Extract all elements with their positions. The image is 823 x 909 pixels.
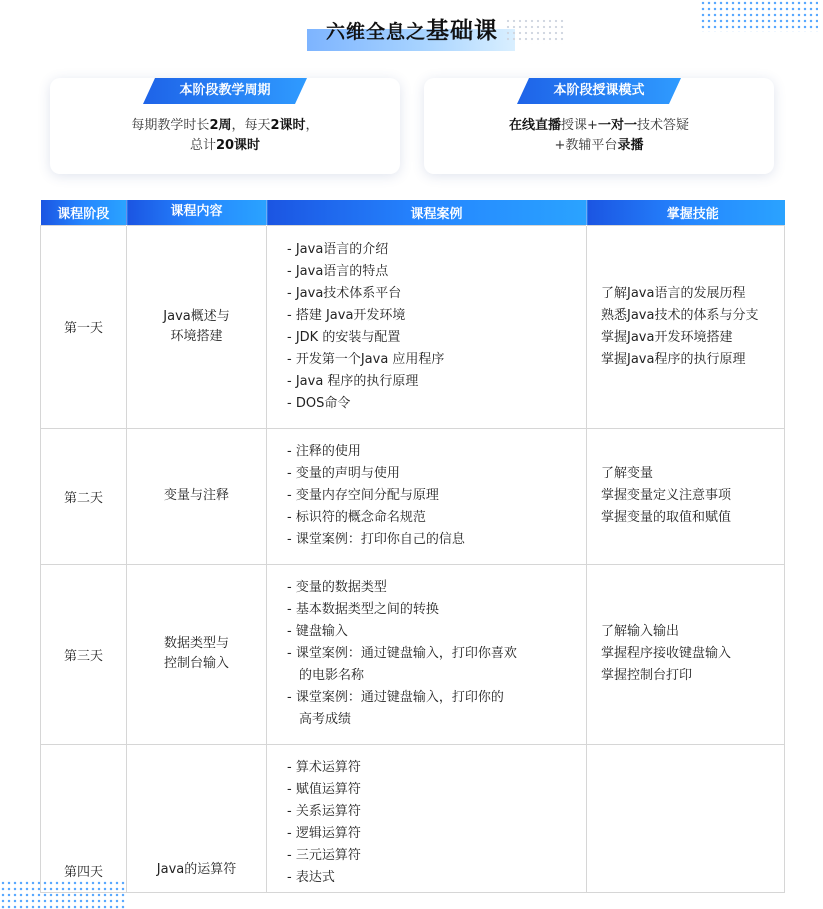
case-item: - 注释的使用 — [287, 444, 361, 459]
cases-cell — [267, 564, 587, 744]
table-row — [41, 744, 785, 892]
case-item: - 课堂案例：通过键盘输入，打印你的 — [287, 690, 504, 705]
skill-item: 掌握程序接收键盘输入 — [601, 646, 732, 661]
skill-item: 掌握Java程序的执行原理 — [601, 351, 746, 367]
cases-cell — [267, 744, 587, 892]
case-item: - 变量内存空间分配与原理 — [287, 488, 439, 503]
skill-item: 掌握Java开发环境搭建 — [601, 329, 733, 345]
teaching-mode-card — [424, 78, 774, 174]
case-item-continuation: 高考成绩 — [299, 712, 352, 727]
skill-item: 掌握控制台打印 — [601, 668, 693, 683]
case-item: - 课堂案例：打印你自己的信息 — [287, 532, 465, 547]
card-badge — [517, 78, 681, 104]
case-item: - Java语言的介绍 — [287, 241, 389, 257]
skill-item: 了解输入输出 — [601, 624, 680, 639]
case-item: - JDK 的安装与配置 — [287, 329, 401, 345]
case-item: - 基本数据类型之间的转换 — [287, 602, 439, 617]
card-text: 每期教学时长2周，每天2课时， 总计20课时 — [131, 118, 319, 153]
skill-item: 掌握变量定义注意事项 — [601, 488, 732, 503]
skill-item: 熟悉Java技术的体系与分支 — [601, 307, 759, 323]
content-cell: 数据类型与 控制台输入 — [127, 564, 267, 744]
card-text: 在线直播授课+一对一技术答疑 +教辅平台录播 — [509, 118, 689, 153]
content-cell: Java概述与 环境搭建 — [127, 225, 267, 428]
case-item: - 关系运算符 — [287, 803, 361, 819]
case-item: - 变量的声明与使用 — [287, 466, 400, 481]
cases-cell — [267, 428, 587, 564]
case-item: - 课堂案例：通过键盘输入，打印你喜欢 — [287, 646, 517, 661]
card-badge — [143, 78, 307, 104]
page-title — [0, 8, 823, 48]
case-item: - 搭建 Java开发环境 — [287, 307, 406, 323]
skills-cell — [587, 564, 785, 744]
stage-cell: 第一天 — [41, 225, 127, 428]
skill-item: 了解Java语言的发展历程 — [601, 285, 746, 301]
content-cell: Java的运算符 — [127, 744, 267, 892]
title-main: 基础课 — [426, 18, 498, 44]
table-row — [41, 564, 785, 744]
case-item: - 变量的数据类型 — [287, 580, 387, 595]
skills-cell — [587, 744, 785, 892]
content-cell: 变量与注释 — [127, 428, 267, 564]
header-content: 课程内容 — [127, 200, 267, 225]
case-item: - 逻辑运算符 — [287, 825, 361, 841]
case-item: - 键盘输入 — [287, 624, 348, 639]
header-stage: 课程阶段 — [41, 200, 127, 225]
case-item: - 三元运算符 — [287, 847, 361, 863]
stage-cell: 第三天 — [41, 564, 127, 744]
table-row — [41, 428, 785, 564]
course-schedule-table — [40, 200, 785, 893]
case-item: - 开发第一个Java 应用程序 — [287, 351, 445, 367]
teaching-period-card — [50, 78, 400, 174]
table-header-row — [41, 200, 785, 225]
skills-cell — [587, 428, 785, 564]
case-item: - 算术运算符 — [287, 759, 361, 775]
header-skills: 掌握技能 — [587, 200, 785, 225]
table-row — [41, 225, 785, 428]
case-item: - 表达式 — [287, 869, 335, 885]
card-badge-label: 本阶段授课模式 — [553, 83, 645, 98]
title-prefix: 六维全息之 — [325, 21, 426, 43]
skills-cell — [587, 225, 785, 428]
case-item: - 标识符的概念命名规范 — [287, 510, 426, 525]
skill-item: 了解变量 — [601, 466, 654, 481]
card-badge-label: 本阶段教学周期 — [179, 83, 271, 98]
stage-cell: 第四天 — [41, 744, 127, 892]
skill-item: 掌握变量的取值和赋值 — [601, 510, 732, 525]
case-item-continuation: 的电影名称 — [299, 668, 365, 683]
case-item: - Java 程序的执行原理 — [287, 373, 419, 389]
case-item: - Java语言的特点 — [287, 263, 389, 279]
header-cases: 课程案例 — [267, 200, 587, 225]
stage-cell: 第二天 — [41, 428, 127, 564]
cases-cell — [267, 225, 587, 428]
case-item: - Java技术体系平台 — [287, 285, 402, 301]
case-item: - 赋值运算符 — [287, 781, 361, 797]
case-item: - DOS命令 — [287, 395, 351, 411]
